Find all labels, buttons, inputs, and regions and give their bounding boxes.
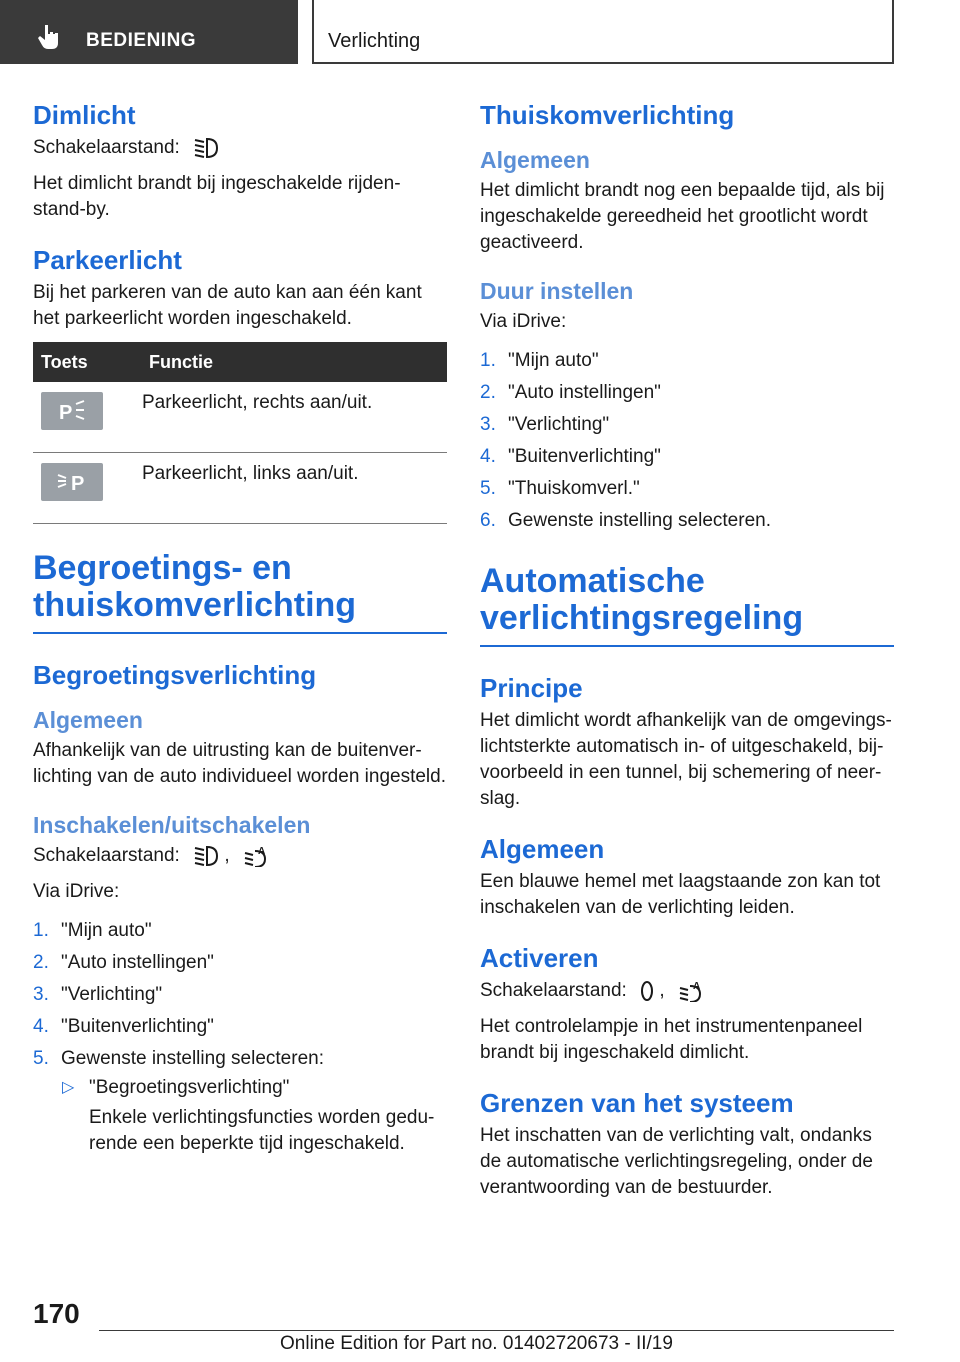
col-header-function: Functie <box>141 342 447 382</box>
parkeerlicht-text: Bij het parkeren van de auto kan aan één kant het parkeerlicht worden ingeschakeld. <box>33 282 422 329</box>
svg-text:A: A <box>257 845 266 857</box>
thuiskom-algemeen-text: Het dimlicht brandt nog een bepaalde tijd, als bij ingeschakelde gereedheid het grootlicht wordt geactiveerd. <box>480 180 885 253</box>
principe-text: Het dimlicht wordt afhankelijk van de omgevings-lichtsterkte automatisch in- of uitgeschakeld, bij-voorbeeld in een tunnel, bij schemering of neer-slag. <box>480 710 892 809</box>
list-item: ▷ "Begroetingsverlichting" <box>89 1075 447 1101</box>
sub-note: Enkele verlichtingsfuncties worden gedu-rende een beperkte tijd ingeschakeld. <box>89 1107 435 1154</box>
pointing-hand-icon <box>38 24 60 50</box>
footer-edition: Online Edition for Part no. 01402720673 - II/19 <box>280 1333 673 1354</box>
table-header-row <box>33 342 447 382</box>
switch-position-label: Schakelaarstand: <box>33 137 180 158</box>
via-idrive: Via iDrive: <box>480 311 567 332</box>
table-row <box>33 382 447 453</box>
activeren-heading: Activeren <box>480 943 599 973</box>
table-row <box>33 453 447 524</box>
dimlicht-heading: Dimlicht <box>33 100 136 130</box>
begroetingsverlichting-heading: Begroetingsverlichting <box>33 660 317 690</box>
footer-divider <box>99 1330 894 1331</box>
activeren-text: Het controlelampje in het instrumentenpaneel brandt bij ingeschakeld dimlicht. <box>480 1016 863 1063</box>
principe-heading: Principe <box>480 673 583 703</box>
list-item: 3. "Verlichting" <box>480 414 610 435</box>
parking-light-right-icon[interactable] <box>41 392 103 430</box>
parkeerlicht-heading: Parkeerlicht <box>33 245 182 275</box>
section-label: BEDIENING <box>86 30 197 51</box>
switch-position-label: Schakelaarstand: <box>33 845 180 866</box>
triangle-bullet-icon: ▷ <box>62 1079 75 1096</box>
thuiskom-steps <box>480 345 894 537</box>
grenzen-text: Het inschatten van de verlichting valt, ondanks de automatische verlichtingsregeling, onder de verantwoording van de bestuurder. <box>480 1125 873 1198</box>
algemeen-heading: Algemeen <box>33 707 143 733</box>
svg-text:P: P <box>59 402 73 424</box>
automatische-chapter-heading: Automatische verlichtingsregeling <box>480 563 894 647</box>
begroeting-steps <box>33 915 447 1075</box>
switch-position-label: Schakelaarstand: <box>480 980 627 1001</box>
list-item: 4. "Buitenverlichting" <box>33 1016 214 1037</box>
right-column <box>480 100 894 1211</box>
parking-light-left-icon[interactable] <box>41 463 103 501</box>
page-number: 170 <box>33 1298 80 1329</box>
row-function: Parkeerlicht, links aan/uit. <box>141 453 447 524</box>
left-column <box>33 100 447 1157</box>
chapter-tab[interactable] <box>312 0 894 64</box>
list-item: 3. "Verlichting" <box>33 984 163 1005</box>
thuiskom-heading: Thuiskomverlichting <box>480 100 735 130</box>
algemeen-heading: Algemeen <box>480 834 605 864</box>
list-item: 6. Gewenste instelling selecteren. <box>480 510 771 531</box>
duur-heading: Duur instellen <box>480 278 634 304</box>
list-item: 1. "Mijn auto" <box>480 350 599 371</box>
off-position-icon <box>640 980 654 1002</box>
algemeen-text: Afhankelijk van de uitrusting kan de buitenver-lichting van de auto individueel worden ingesteld. <box>33 740 446 787</box>
chapter-label: Verlichting <box>328 30 421 52</box>
list-item: 1. "Mijn auto" <box>33 920 152 941</box>
low-beam-icon <box>193 137 219 159</box>
col-header-key: Toets <box>33 342 141 382</box>
list-item: 2. "Auto instellingen" <box>480 382 661 403</box>
inschakelen-heading: Inschakelen/uitschakelen <box>33 812 311 838</box>
via-idrive: Via iDrive: <box>33 881 120 902</box>
row-function: Parkeerlicht, rechts aan/uit. <box>141 382 447 453</box>
dimlicht-text: Het dimlicht brandt bij ingeschakelde rijden-stand-by. <box>33 173 401 220</box>
list-item: 4. "Buitenverlichting" <box>480 446 661 467</box>
list-item: 5. "Thuiskomverl." <box>480 478 640 499</box>
parking-light-table <box>33 342 447 524</box>
begroeting-substeps <box>33 1075 447 1157</box>
auto-light-icon <box>678 980 704 1002</box>
activeren-switch-line: Schakelaarstand: , A <box>480 978 894 1004</box>
auto-light-icon <box>243 845 269 867</box>
list-item: 2. "Auto instellingen" <box>33 952 214 973</box>
list-item: 5. Gewenste instelling selecteren: <box>33 1048 324 1069</box>
section-tab[interactable] <box>0 0 298 64</box>
dimlicht-switch-line <box>33 135 447 161</box>
svg-text:A: A <box>692 980 701 992</box>
low-beam-icon <box>193 845 219 867</box>
begroeting-chapter-heading: Begroetings- en thuiskomverlichting <box>33 550 447 634</box>
algemeen-heading: Algemeen <box>480 147 590 173</box>
grenzen-heading: Grenzen van het systeem <box>480 1088 794 1118</box>
auto-algemeen-text: Een blauwe hemel met laagstaande zon kan tot inschakelen van de verlichting leiden. <box>480 871 881 918</box>
begroeting-switch-line: Schakelaarstand: , A <box>33 843 447 869</box>
svg-text:P: P <box>71 473 85 495</box>
